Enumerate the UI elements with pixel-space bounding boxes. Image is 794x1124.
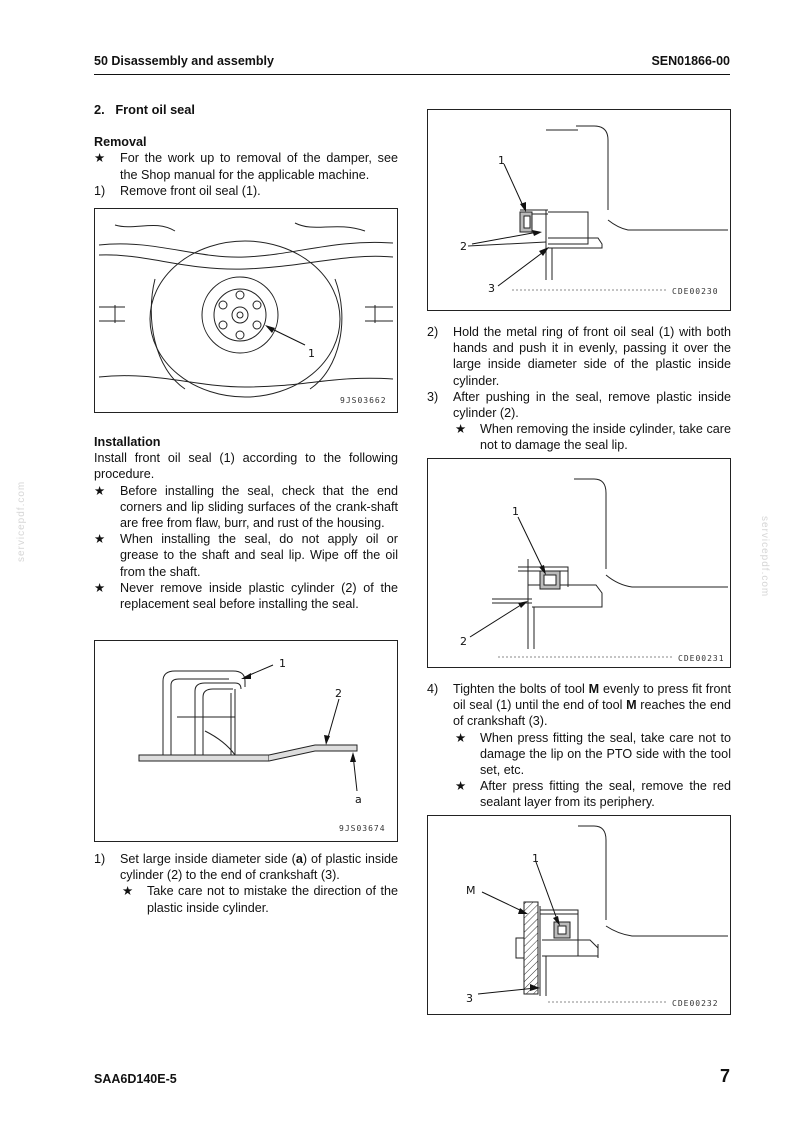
figure-label-3: 3 (488, 282, 495, 295)
figure-label-a: a (355, 793, 362, 806)
installation-note-2 (94, 531, 398, 580)
figure-remove-cylinder (427, 458, 731, 668)
removal-step-1 (94, 183, 398, 199)
step-4-text-b: evenly to press fit front oil seal (1) until the end of tool (453, 682, 731, 713)
section-title: 2. Front oil seal (94, 102, 195, 117)
step-3-text: After pushing in the seal, remove plastic inside cylinder (2). (453, 389, 731, 421)
installation-note-3 (94, 580, 398, 612)
installation-step-1 (94, 851, 398, 916)
step-1-note-text: Take care not to mistake the direction of the plastic inside cylinder. (147, 884, 398, 915)
removal-heading: Removal (94, 135, 147, 150)
figure-plastic-cylinder-drawing (95, 641, 397, 841)
tool-m-bold: M (626, 698, 637, 713)
step-2-text: Hold the metal ring of front oil seal (1) with both hands and push it in evenly, passing it over the large inside diameter side of the plastic inside cylinder. (453, 325, 731, 388)
step-4-item (427, 681, 731, 730)
figure-label-1: 1 (308, 347, 315, 360)
step-1-item (94, 851, 398, 883)
figure-seal-push (427, 109, 731, 311)
star-icon: ★ (94, 580, 106, 595)
step-number: 4) (427, 682, 439, 696)
figure-label-2: 2 (335, 687, 342, 700)
star-icon: ★ (122, 884, 134, 899)
figure-press-fit-drawing (428, 816, 730, 1014)
step-4-note-text: When press fitting the seal, take care not to damage the lip on the PTO side with the tool set, etc. (480, 730, 731, 778)
page-footer (94, 1068, 730, 1090)
installation-note-text: When installing the seal, do not apply oil or grease to the shaft and seal lip. Wipe off the oil from the shaft. (120, 532, 398, 579)
removal-step-1-text: Remove front oil seal (1). (120, 183, 261, 198)
step-3-item (427, 389, 731, 421)
figure-seal-push-drawing (428, 110, 730, 310)
removal-section (94, 102, 398, 199)
step-number: 1) (94, 852, 106, 866)
step-3-note-text: When removing the inside cylinder, take care not to damage the seal lip. (480, 422, 731, 453)
figure-label-2: 2 (460, 635, 467, 648)
figure-remove-seal-drawing (95, 209, 397, 412)
step-1-text-a: Set large inside diameter side ( (120, 852, 296, 866)
figure-press-fit (427, 815, 731, 1015)
tool-m-bold: M (588, 682, 600, 696)
removal-note (94, 150, 398, 182)
figure-label-2: 2 (460, 240, 467, 253)
step-2-item (427, 324, 731, 389)
step-number: 3) (427, 389, 439, 404)
star-icon: ★ (455, 422, 467, 437)
installation-step-4 (427, 681, 731, 811)
figure-code: CDE00232 (672, 999, 719, 1008)
star-icon: ★ (455, 779, 467, 794)
figure-label-1: 1 (498, 154, 505, 167)
step-1-note (94, 883, 398, 915)
installation-note-1 (94, 483, 398, 532)
figure-label-1: 1 (532, 852, 539, 865)
watermark-left: servicepdf.com (16, 480, 27, 562)
installation-section (94, 434, 398, 612)
step-3-note (427, 421, 731, 453)
installation-note-text: Before installing the seal, check that the end corners and lip sliding surfaces of the crank-shaft are free from flaw, burr, and rust of the housing. (120, 483, 398, 531)
page-header (94, 54, 730, 75)
step-4-text-a: Tighten the bolts of tool (453, 682, 589, 696)
step-number: 1) (94, 183, 106, 198)
step-4-note-2 (427, 778, 731, 810)
step-number: 2) (427, 325, 439, 339)
installation-note-text: Never remove inside plastic cylinder (2) of the replacement seal before installing the seal. (120, 580, 398, 612)
star-icon: ★ (94, 483, 106, 498)
figure-code: CDE00231 (678, 654, 725, 663)
figure-label-1: 1 (512, 505, 519, 518)
star-icon: ★ (94, 151, 106, 166)
figure-plastic-cylinder (94, 640, 398, 842)
star-icon: ★ (94, 532, 106, 547)
watermark-right: servicepdf.com (759, 516, 770, 598)
star-icon: ★ (455, 730, 467, 745)
figure-label-m: M (466, 884, 476, 897)
removal-note-text: For the work up to removal of the damper, see the Shop manual for the applicable machine. (120, 151, 398, 182)
installation-heading: Installation (94, 435, 161, 449)
installation-steps-2-3 (427, 324, 731, 454)
figure-label-1: 1 (279, 657, 286, 670)
figure-remove-cylinder-drawing (428, 459, 730, 667)
figure-code: 9JS03662 (340, 396, 387, 405)
figure-label-3: 3 (466, 992, 473, 1005)
header-doc-id: SEN01866-00 (651, 54, 730, 68)
figure-remove-seal (94, 208, 398, 413)
figure-code: CDE00230 (672, 287, 719, 296)
header-section: 50 Disassembly and assembly (94, 54, 274, 68)
page-number: 7 (719, 1066, 730, 1086)
footer-model: SAA6D140E-5 (94, 1072, 177, 1086)
step-4-note-1 (427, 730, 731, 779)
step-1-text-b: ) of plastic inside cylinder (2) to the end of crankshaft (3). (120, 852, 398, 883)
step-1-bold: a (295, 852, 303, 866)
step-4-text-c: reaches the end of crankshaft (3). (453, 698, 731, 729)
step-4-note-text: After press fitting the seal, remove the red sealant layer from its periphery. (480, 779, 731, 810)
installation-intro: Install front oil seal (1) according to the following procedure. (94, 451, 398, 482)
figure-code: 9JS03674 (339, 824, 386, 833)
